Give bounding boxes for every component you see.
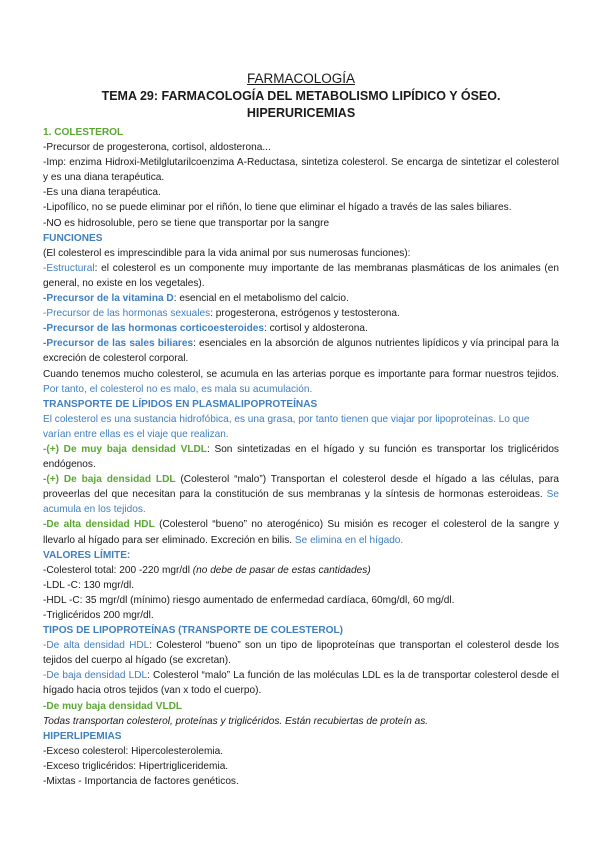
- valores-line-4: -Triglicéridos 200 mgr/dl.: [43, 610, 154, 621]
- transporte-ldl-label: -(+) De baja densidad LDL: [43, 474, 176, 486]
- document-title: FARMACOLOGÍA: [246, 71, 356, 86]
- funciones-acumulacion-highlight: Por tanto, el colesterol no es malo, es mala su acumulación.: [43, 383, 313, 395]
- funciones-acumulacion-text: Cuando tenemos mucho colesterol, se acumula en las arterias porque es importante para formar nuestros tejidos.: [43, 368, 559, 380]
- funcion-estructural-label: -Estructural: [43, 262, 95, 274]
- section-heading-transporte: TRANSPORTE DE LÍPIDOS EN PLASMALIPOPROTEÍNAS: [43, 398, 318, 410]
- colesterol-line-5: -NO es hidrosoluble, pero se tiene que transportar por la sangre: [43, 217, 330, 229]
- funcion-hormonas-sexuales-label: -Precursor de las hormonas sexuales: [43, 308, 211, 320]
- colesterol-line-2: -Imp: enzima Hidroxi-Metilglutarilcoenzima A-Reductasa, sintetiza colesterol. Se encarga de sintetizar el colesterol y es una diana terapéutica.: [43, 157, 559, 184]
- tipos-hdl-label: -De alta densidad HDL: [43, 640, 150, 652]
- transporte-ldl-text: (Colesterol “malo”) Transportan el colesterol desde el hígado a las células, para proveerlas del que necesitan para la constitución de sus membranas y la síntesis de hormonas esteroideas.: [43, 474, 559, 501]
- section-heading-colesterol: 1. COLESTEROL: [43, 127, 124, 138]
- tipos-vldl-label: -De muy baja densidad VLDL: [43, 700, 183, 712]
- section-heading-hiperlipemias: HIPERLIPEMIAS: [43, 730, 122, 742]
- tipos-ldl: [43, 668, 559, 698]
- funciones-acumulacion: [43, 367, 559, 397]
- transporte-ldl-highlight: Se acumula en los tejidos.: [43, 489, 559, 516]
- funcion-corticoesteroides-label: -Precursor de las hormonas corticoesteroides: [43, 323, 265, 335]
- colesterol-line-1: -Precursor de progesterona, cortisol, aldosterona...: [43, 142, 271, 154]
- funcion-sales-biliares-text: : esenciales en la absorción de algunos nutrientes lipídicos y vía principal para la excreción de colesterol corporal.: [43, 338, 559, 365]
- funcion-sales-biliares-label: -Precursor de las sales biliares: [43, 338, 194, 350]
- transporte-vldl-text: : Son sintetizadas en el hígado y su función es transportar los triglicéridos endógenos.: [43, 443, 559, 471]
- valores-line-2: -LDL -C: 130 mgr/dl.: [43, 579, 135, 591]
- valores-line-3: -HDL -C: 35 mgr/dl (mínimo) riesgo aumentado de enfermedad cardíaca, 60mg/dl, 60 mg/dl.: [43, 594, 455, 606]
- funcion-vitamina-d-text: : esencial en el metabolismo del calcio.: [173, 293, 349, 305]
- transporte-vldl: [43, 442, 559, 472]
- transporte-vldl-label: -(+) De muy baja densidad VLDL: [43, 443, 207, 455]
- document-page: [43, 70, 559, 789]
- document-subtitle-line-2: HIPERURICEMIAS: [246, 106, 356, 120]
- colesterol-line-3: -Es una diana terapéutica.: [43, 187, 161, 199]
- funcion-sales-biliares: [43, 336, 559, 366]
- funcion-estructural: [43, 261, 559, 291]
- funcion-vitamina-d: [43, 291, 559, 306]
- tipos-hdl: [43, 638, 559, 668]
- funcion-corticoesteroides: [43, 321, 559, 336]
- hiper-line-3: -Mixtas - Importancia de factores genéticos.: [43, 776, 239, 788]
- funcion-hormonas-sexuales-text: : progesterona, estrógenos y testosterona.: [210, 308, 400, 320]
- transporte-hdl-highlight: Se elimina en el hígado.: [294, 534, 404, 546]
- funciones-intro: (El colesterol es imprescindible para la vida animal por sus numerosas funciones):: [43, 247, 411, 259]
- hiper-line-1: -Exceso colesterol: Hipercolesterolemia.: [43, 745, 224, 757]
- funcion-hormonas-sexuales: [43, 306, 559, 321]
- tipos-ldl-label: -De baja densidad LDL: [43, 670, 148, 682]
- transporte-intro: El colesterol es una sustancia hidrofóbica, es una grasa, por tanto tienen que viajar por lipoproteínas. Lo que varían entre ellas es el viaje que realizan.: [43, 413, 530, 440]
- funcion-estructural-text: : el colesterol es un componente muy importante de las membranas plasmáticas de los animales (en general, no existe en los vegetales).: [43, 262, 559, 289]
- colesterol-line-4: -Lipofílico, no se puede eliminar por el riñón, lo tiene que eliminar el hígado a través de las sales biliares.: [43, 202, 512, 214]
- tipos-hdl-text: : Colesterol “bueno” son un tipo de lipoproteínas que transportan el colesterol desde los tejidos del cuerpo al hígado (se excretan).: [43, 640, 560, 667]
- valores-line-1-note: (no debe de pasar de estas cantidades): [192, 564, 371, 576]
- section-heading-funciones: FUNCIONES: [43, 232, 103, 244]
- funcion-vitamina-d-label: -Precursor de la vitamina D: [43, 293, 174, 305]
- hiper-line-2: -Exceso triglicéridos: Hipertrigliceridemia.: [43, 760, 229, 772]
- section-heading-valores: VALORES LÍMITE:: [43, 549, 131, 561]
- document-subtitle-line-1: TEMA 29: FARMACOLOGÍA DEL METABOLISMO LIPÍDICO Y ÓSEO.: [101, 89, 501, 103]
- tipos-note-text: Todas transportan colesterol, proteínas y triglicéridos. Están recubiertas de proteín as.: [43, 715, 429, 727]
- transporte-ldl: [43, 472, 559, 517]
- transporte-hdl: [43, 517, 559, 547]
- transporte-hdl-label: -De alta densidad HDL: [43, 519, 155, 531]
- funcion-corticoesteroides-text: : cortisol y aldosterona.: [264, 323, 368, 335]
- section-heading-tipos: TIPOS DE LIPOPROTEÍNAS (TRANSPORTE DE COLESTEROL): [43, 625, 344, 637]
- tipos-ldl-text: : Colesterol “malo” La función de las moléculas LDL es la de transportar colesterol desde el hígado hacia otros tejidos (van x todo el cuerpo).: [43, 670, 559, 697]
- valores-line-1-text: -Colesterol total: 200 -220 mgr/dl: [43, 564, 193, 576]
- tipos-note: [43, 714, 559, 729]
- valores-line-1: [43, 563, 559, 578]
- transporte-hdl-text: (Colesterol “bueno” no aterogénico) Su misión es recoger el colesterol de la sangre y llevarlo al hígado para ser eliminado. Excreción en bilis.: [43, 519, 559, 546]
